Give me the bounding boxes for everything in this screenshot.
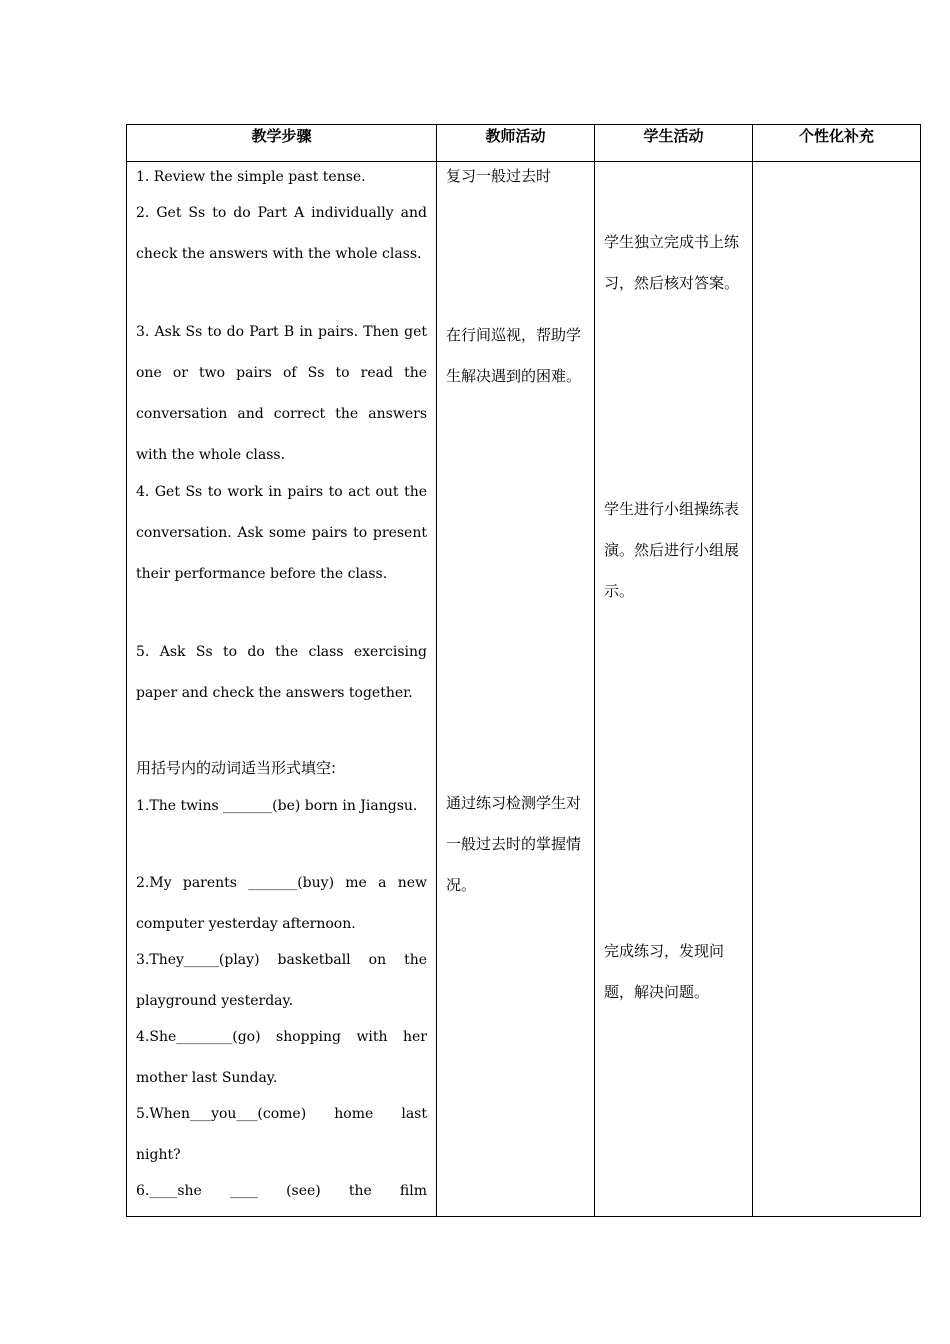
exercise-6: 6.____she ____ (see) the film	[136, 1183, 427, 1199]
teacher-activity-3: 通过练习检测学生对一般过去时的掌握情况。	[446, 794, 582, 894]
step-2: 2. Get Ss to do Part A individually and check the answers with the whole class.	[136, 205, 427, 262]
lesson-plan-table	[126, 124, 921, 1217]
header-student-activity: 学生活动	[595, 125, 753, 162]
exercise-title: 用括号内的动词适当形式填空:	[136, 759, 337, 777]
student-activity-2: 学生进行小组操练表演。然后进行小组展示。	[604, 500, 740, 600]
step-4: 4. Get Ss to work in pairs to act out the conversation. Ask some pairs to present their performance before the class.	[136, 484, 427, 582]
teacher-activity-2: 在行间巡视，帮助学生解决遇到的困难。	[446, 326, 582, 385]
supplement-cell	[753, 162, 921, 1217]
step-5: 5. Ask Ss to do the class exercising paper and check the answers together.	[136, 644, 427, 701]
student-activity-1: 学生独立完成书上练习，然后核对答案。	[604, 233, 740, 292]
exercise-1: 1.The twins _______(be) born in Jiangsu.	[136, 798, 418, 814]
exercise-5: 5.When___you___(come) home last night?	[136, 1106, 427, 1163]
teacher-activity-1: 复习一般过去时	[446, 167, 552, 185]
table-body-row	[127, 162, 921, 1217]
student-activity-cell	[595, 162, 753, 1217]
step-3: 3. Ask Ss to do Part B in pairs. Then get one or two pairs of Ss to read the conversation and correct the answers with the whole class.	[136, 324, 427, 463]
step-1: 1. Review the simple past tense.	[136, 169, 366, 185]
exercise-3: 3.They_____(play) basketball on the playground yesterday.	[136, 952, 427, 1009]
header-teacher-activity: 教师活动	[437, 125, 595, 162]
student-activity-3: 完成练习，发现问题，解决问题。	[604, 942, 725, 1001]
exercise-2: 2.My parents _______(buy) me a new computer yesterday afternoon.	[136, 875, 427, 932]
teacher-activity-cell	[437, 162, 595, 1217]
steps-cell	[127, 162, 437, 1217]
header-teaching-steps: 教学步骤	[127, 125, 437, 162]
exercise-4: 4.She________(go) shopping with her mother last Sunday.	[136, 1029, 427, 1086]
header-personal-supplement: 个性化补充	[753, 125, 921, 162]
